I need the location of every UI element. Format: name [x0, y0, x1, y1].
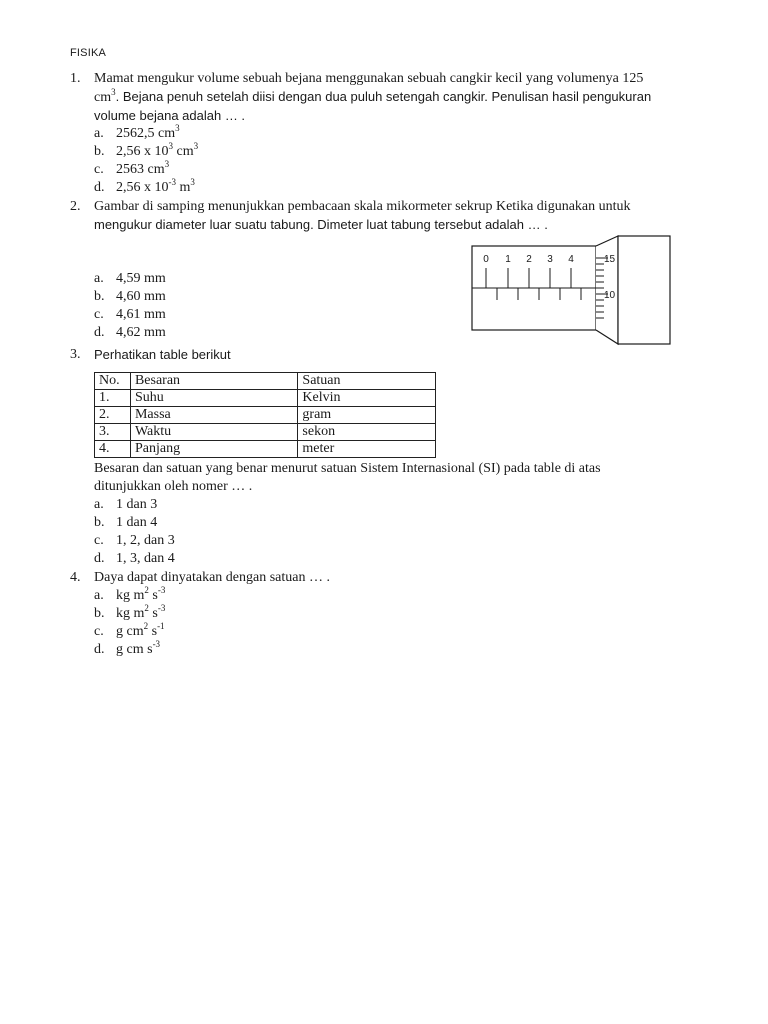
table-cell: Kelvin	[298, 390, 436, 407]
unit-text: cm	[94, 90, 112, 105]
option-letter: a.	[94, 497, 104, 512]
question-text	[94, 70, 720, 125]
table-cell: Waktu	[130, 424, 297, 441]
main-scale-lower-ticks	[497, 288, 581, 300]
option-text: kg $m^2$ $s^{-3}$	[116, 603, 166, 621]
micrometer-figure	[466, 232, 678, 348]
option-b[interactable]	[94, 514, 720, 532]
option-letter: d.	[94, 180, 105, 195]
option-d[interactable]	[94, 179, 720, 197]
question-line-text: . Bejana penuh setelah diisi dengan dua puluh setengah cangkir. Penulisan hasil pengukuran	[115, 89, 652, 104]
question-text	[94, 198, 720, 234]
option-text: 1, 2, dan 3	[116, 533, 175, 548]
question-text	[94, 460, 720, 496]
option-letter: c.	[94, 624, 104, 639]
question-number: 1.	[70, 71, 81, 86]
option-text: 4,61 mm	[116, 307, 166, 322]
question-3-continued	[70, 460, 720, 568]
main-scale-label: 3	[547, 254, 553, 265]
option-text: 2,56 x $10^3$ $cm^3$	[116, 141, 199, 159]
option-letter: c.	[94, 162, 104, 177]
question-1	[70, 70, 720, 197]
option-text: 2562,5 $cm^3$	[116, 123, 180, 141]
question-number: 2.	[70, 199, 81, 214]
question-line: Mamat mengukur volume sebuah bejana menggunakan sebuah cangkir kecil yang volumenya 125	[94, 71, 644, 86]
option-text: 4,62 mm	[116, 325, 166, 340]
question-number: 4.	[70, 570, 81, 585]
main-scale-label: 2	[526, 254, 532, 265]
option-letter: a.	[94, 588, 104, 603]
option-text: 4,59 mm	[116, 271, 166, 286]
table-header-cell: Satuan	[298, 373, 436, 390]
table-row	[95, 407, 436, 424]
option-text: kg $m^2$ $s^{-3}$	[116, 585, 166, 603]
table-cell: Massa	[130, 407, 297, 424]
question-line	[94, 88, 720, 107]
table-cell: 3.	[95, 424, 131, 441]
option-b[interactable]	[94, 605, 720, 623]
option-b[interactable]	[94, 143, 720, 161]
question-line: Besaran dan satuan yang benar menurut satuan Sistem Internasional (SI) pada table di atas	[94, 461, 601, 476]
option-text: 1 dan 3	[116, 497, 158, 512]
superscript: 3	[111, 87, 116, 97]
option-letter: a.	[94, 126, 104, 141]
page-title: FISIKA	[70, 47, 107, 59]
option-text: 1, 3, dan 4	[116, 551, 175, 566]
option-letter: a.	[94, 271, 104, 286]
option-text: 2563 $cm^3$	[116, 159, 170, 177]
option-text: g cm $s^{-3}$	[116, 639, 161, 657]
table-cell: Panjang	[130, 441, 297, 458]
option-text: 1 dan 4	[116, 515, 158, 530]
option-letter: d.	[94, 325, 105, 340]
table-cell: 4.	[95, 441, 131, 458]
table-cell: Suhu	[130, 390, 297, 407]
table-header-row	[95, 373, 436, 390]
micrometer-thimble	[618, 236, 670, 344]
option-c[interactable]	[94, 532, 720, 550]
table-row	[95, 424, 436, 441]
table-header-cell: No.	[95, 373, 131, 390]
option-a[interactable]	[94, 587, 720, 605]
question-line: Gambar di samping menunjukkan pembacaan skala mikormeter sekrup Ketika digunakan untuk	[94, 199, 631, 214]
table-header-cell: Besaran	[130, 373, 297, 390]
table-cell: meter	[298, 441, 436, 458]
option-c[interactable]	[94, 623, 720, 641]
table-row	[95, 441, 436, 458]
main-scale-label: 0	[483, 254, 489, 265]
table-cell: 1.	[95, 390, 131, 407]
table-cell: gram	[298, 407, 436, 424]
main-scale-upper-ticks	[486, 268, 571, 288]
option-text: 4,60 mm	[116, 289, 166, 304]
question-line: ditunjukkan oleh nomer … .	[94, 479, 253, 494]
main-scale-label: 1	[505, 254, 511, 265]
option-letter: c.	[94, 533, 104, 548]
option-letter: b.	[94, 144, 105, 159]
option-text: 2,56 x $10^{-3}$ $m^3$	[116, 177, 195, 195]
option-letter: c.	[94, 307, 104, 322]
option-d[interactable]	[94, 550, 720, 568]
quantity-unit-table	[94, 372, 436, 458]
question-3	[70, 346, 720, 364]
main-scale-label: 4	[568, 254, 574, 265]
table-row	[95, 390, 436, 407]
question-number: 3.	[70, 347, 81, 362]
option-letter: d.	[94, 642, 105, 657]
option-a[interactable]	[94, 496, 720, 514]
thimble-scale-label: 15	[604, 254, 616, 265]
option-letter: d.	[94, 551, 105, 566]
option-text: g $cm^2$ $s^{-1}$	[116, 621, 165, 639]
question-line: volume bejana adalah … .	[94, 108, 246, 123]
option-d[interactable]	[94, 641, 720, 659]
option-a[interactable]	[94, 125, 720, 143]
question-text: Daya dapat dinyatakan dengan satuan … .	[94, 570, 330, 585]
option-letter: b.	[94, 515, 105, 530]
question-4	[70, 569, 720, 659]
table-cell: 2.	[95, 407, 131, 424]
option-letter: b.	[94, 289, 105, 304]
question-line: mengukur diameter luar suatu tabung. Dimeter luat tabung tersebut adalah … .	[94, 217, 548, 232]
option-letter: b.	[94, 606, 105, 621]
option-c[interactable]	[94, 161, 720, 179]
question-text: Perhatikan table berikut	[94, 347, 231, 362]
thimble-scale-label: 10	[604, 290, 616, 301]
table-cell: sekon	[298, 424, 436, 441]
